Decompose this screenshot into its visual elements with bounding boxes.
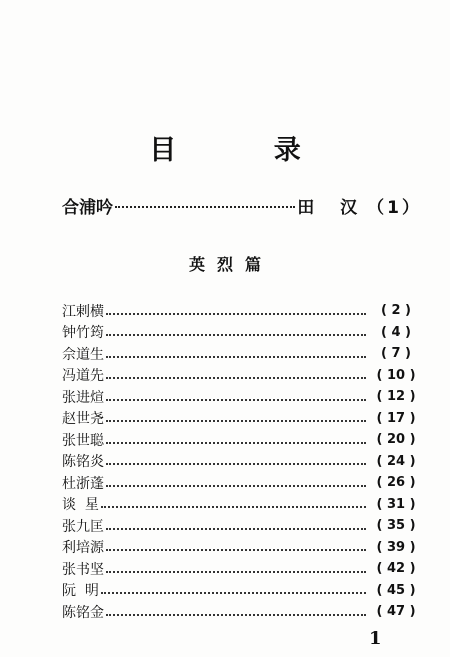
toc-entry [62,451,422,473]
toc-entry [62,580,422,602]
toc-entry-page: ( 45 ) [376,582,416,598]
toc-entry-name: 江剌横 [62,303,104,320]
toc-entry [62,343,422,365]
dot-leader [106,571,366,573]
toc-entry-page: ( 17 ) [376,410,416,426]
dot-leader [106,356,366,358]
toc-entry-page: ( 47 ) [376,604,416,620]
toc-entry-name: 张九匡 [62,518,104,535]
dot-leader [106,334,366,336]
toc-entry [62,429,422,451]
toc-entry [62,408,422,430]
toc-entry-name: 冯道先 [62,368,104,385]
toc-list [62,300,422,623]
lead-entry-author: 田 汉 [297,197,368,218]
toc-entry-name: 陈铭炎 [62,454,104,471]
toc-entry-page: ( 24 ) [376,453,416,469]
toc-entry-page: ( 31 ) [376,496,416,512]
toc-entry-name: 陈铭金 [62,604,104,621]
toc-entry-name: 佘道生 [62,346,104,363]
dot-leader [106,485,366,487]
dot-leader [106,313,366,315]
toc-entry-name: 谈 星 [62,497,99,514]
dot-leader [101,506,366,508]
dot-leader [106,377,366,379]
toc-entry [62,472,422,494]
toc-entry-page: ( 2 ) [381,303,411,319]
toc-entry [62,601,422,623]
dot-leader [106,528,366,530]
toc-entry [62,515,422,537]
dot-leader [106,463,366,465]
toc-entry-page: ( 35 ) [376,518,416,534]
toc-entry [62,300,422,322]
dot-leader [106,420,366,422]
dot-leader [101,592,366,594]
lead-entry [62,193,422,217]
toc-entry-page: ( 7 ) [381,346,411,362]
toc-entry [62,365,422,387]
toc-entry [62,322,422,344]
toc-entry-page: ( 39 ) [376,539,416,555]
section-title: 英烈篇 [188,255,273,274]
toc-entry-name: 杜浙蓬 [62,475,104,492]
toc-entry-name: 赵世尧 [62,411,104,428]
toc-entry-name: 钟竹筠 [62,325,104,342]
page-number: 1 [369,628,382,649]
toc-entry-name: 张进煊 [62,389,104,406]
toc-entry [62,386,422,408]
toc-entry-name: 张书坚 [62,561,104,578]
toc-entry-page: ( 20 ) [376,432,416,448]
toc-entry-page: ( 26 ) [376,475,416,491]
page-title: 目 录 [149,135,345,166]
lead-entry-title: 合浦吟 [62,197,113,218]
toc-entry-page: ( 42 ) [376,561,416,577]
lead-entry-page: （1） [367,197,422,218]
dot-leader [106,442,366,444]
dot-leader [106,614,366,616]
toc-entry [62,537,422,559]
toc-entry-name: 张世聪 [62,432,104,449]
toc-entry-name: 阮 明 [62,583,99,600]
dot-leader [106,399,366,401]
dot-leader [115,206,295,208]
toc-entry-page: ( 10 ) [376,367,416,383]
toc-entry [62,494,422,516]
toc-entry-name: 利培源 [62,540,104,557]
toc-entry-page: ( 4 ) [381,324,411,340]
toc-entry-page: ( 12 ) [376,389,416,405]
toc-entry [62,558,422,580]
dot-leader [106,549,366,551]
